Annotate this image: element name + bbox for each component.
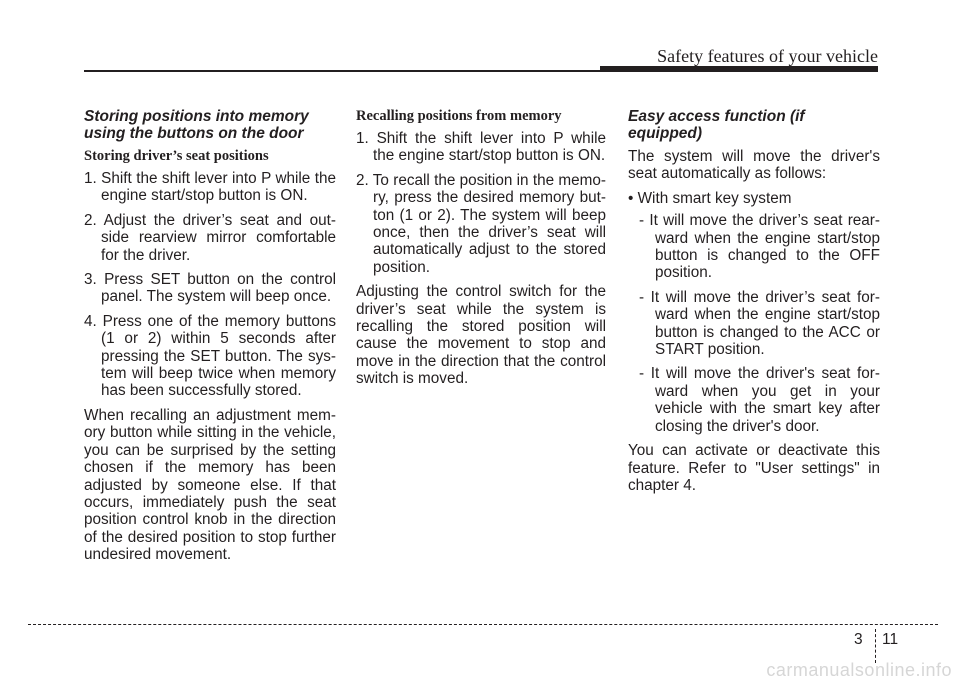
header-rule-accent [600,66,878,72]
step-3: 3. Press SET button on the control panel. The system will beep once. [84,271,336,306]
column-1 [84,108,336,571]
step-1: 1. Shift the shift lever into P while the engine start/stop button is ON. [84,170,336,205]
sub-item-1: - It will move the driver’s seat rear-ward when the engine start/stop button is changed to the OFF position. [639,212,880,282]
sub-item-3: - It will move the driver's seat for-ward when you get in your vehicle with the smart key after closing the driver's door. [639,365,880,435]
column-2 [356,108,606,395]
header-title: Safety features of your vehicle [657,46,878,66]
watermark: carmanualsonline.info [766,660,952,680]
page-number-divider [875,629,876,663]
step-1: 1. Shift the shift lever into P while the engine start/stop button is ON. [356,130,606,165]
subsection-heading: Storing driver’s seat positions [84,148,269,164]
body-paragraph: You can activate or deactivate this feature. Refer to "User settings" in chapter 4. [628,442,880,494]
column-3 [628,108,880,501]
section-heading: Storing positions into memory using the buttons on the door [84,108,309,142]
step-4: 4. Press one of the memory buttons (1 or 2) within 5 seconds after pressing the SET button. The sys-tem will beep twice when memory has been successfully stored. [84,312,336,400]
section-heading: Easy access function (if equipped) [628,108,805,142]
subsection-heading: Recalling positions from memory [356,108,562,124]
sub-item-2: - It will move the driver’s seat for-ward when the engine start/stop button is changed to the ACC or START position. [639,288,880,359]
bullet-item: • With smart key system [628,189,792,207]
chapter-number: 3 [854,631,863,648]
step-2: 2. Adjust the driver’s seat and out-side rearview mirror comfortable for the driver. [84,211,336,264]
page-number: 11 [882,631,899,648]
body-paragraph: When recalling an adjustment mem-ory button while sitting in the vehicle, you can be surprised by the setting chosen if the memory has been adjusted by someone else. If that occurs, immediately push the seat position control knob in the direction of the desired position to stop further undesired movement. [84,406,336,564]
step-2: 2. To recall the position in the memo-ry, press the desired memory but-ton (1 or 2). The system will beep once, then the driver’s seat will automatically adjust to the stored position. [356,171,606,276]
footer-divider [28,624,938,625]
intro-paragraph: The system will move the driver's seat automatically as follows: [628,148,880,183]
body-paragraph: Adjusting the control switch for the driver’s seat while the system is recalling the stored position will cause the movement to stop and move in the direction that the control switch is moved. [356,283,606,388]
